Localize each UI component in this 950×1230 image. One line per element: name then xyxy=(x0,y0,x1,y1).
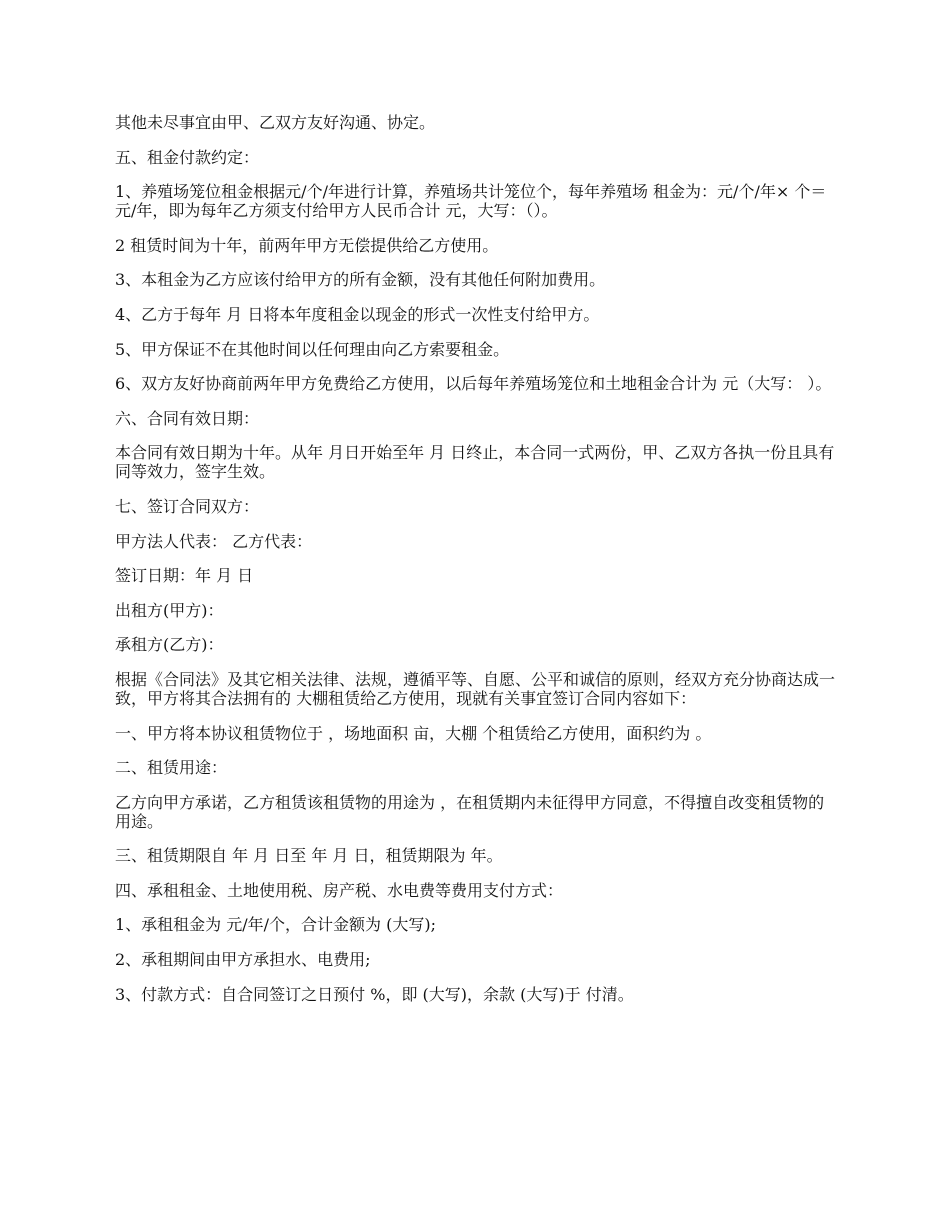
section-heading-7: 七、签订合同双方： xyxy=(115,496,260,516)
signatory-representatives: 甲方法人代表： 乙方代表： xyxy=(115,531,313,551)
section-heading-2: 二、租赁用途： xyxy=(115,758,228,778)
section-heading-3: 三、租赁期限自 年 月 日至 年 月 日，租赁期限为 年。 xyxy=(115,846,503,866)
paragraph-validity: 本合同有效日期为十年。从年 月日开始至年 月 日终止，本合同一式两份，甲、乙双方各执一份且具有同等效力，签字生效。 xyxy=(115,443,835,482)
document-page xyxy=(115,113,840,1019)
paragraph-rent-4: 4、乙方于每年 月 日将本年度租金以现金的形式一次性支付给甲方。 xyxy=(115,304,600,324)
section-heading-1: 一、甲方将本协议租赁物位于 ，场地面积 亩，大棚 个租赁给乙方使用，面积约为 。 xyxy=(115,723,712,743)
paragraph-1: 其他未尽事宜由甲、乙双方友好沟通、协定。 xyxy=(115,113,436,132)
paragraph-rent-6: 6、双方友好协商前两年甲方免费给乙方使用，以后每年养殖场笼位和土地租金合计为 元（大写： ）。 xyxy=(115,374,832,394)
paragraph-fee-1: 1、承租租金为 元/年/个，合计金额为 (大写); xyxy=(115,915,437,935)
signing-date: 签订日期：年 月 日 xyxy=(115,566,254,586)
paragraph-usage: 乙方向甲方承诺，乙方租赁该租赁物的用途为 ，在租赁期内未征得甲方同意，不得擅自改变租赁物的用途。 xyxy=(115,792,825,831)
paragraph-rent-3: 3、本租金为乙方应该付给甲方的所有金额，没有其他任何附加费用。 xyxy=(115,270,606,290)
paragraph-preamble: 根据《合同法》及其它相关法律、法规，遵循平等、自愿、公平和诚信的原则，经双方充分协商达成一致，甲方将其合法拥有的 大棚租赁给乙方使用，现就有关事宜签订合同内容如下： xyxy=(115,669,836,708)
section-heading-5: 五、租金付款约定： xyxy=(115,147,260,167)
lessor-party: 出租方(甲方)： xyxy=(115,600,224,620)
paragraph-fee-3: 3、付款方式：自合同签订之日预付 %，即 (大写)，余款 (大写)于 付清。 xyxy=(115,984,634,1004)
paragraph-rent-2: 2 租赁时间为十年，前两年甲方无偿提供给乙方使用。 xyxy=(115,235,499,255)
section-heading-4: 四、承租租金、土地使用税、房产税、水电费等费用支付方式： xyxy=(115,880,564,900)
paragraph-fee-2: 2、承租期间由甲方承担水、电费用; xyxy=(115,950,371,970)
lessee-party: 承租方(乙方)： xyxy=(115,635,224,655)
paragraph-rent-5: 5、甲方保证不在其他时间以任何理由向乙方索要租金。 xyxy=(115,339,510,359)
paragraph-rent-1: 1、养殖场笼位租金根据元/个/年进行计算，养殖场共计笼位个，每年养殖场 租金为：元/个/年× 个＝ 元/年，即为每年乙方须支付给甲方人民币合计 元，大写：（）。 xyxy=(115,182,827,221)
section-heading-6: 六、合同有效日期： xyxy=(115,408,260,428)
